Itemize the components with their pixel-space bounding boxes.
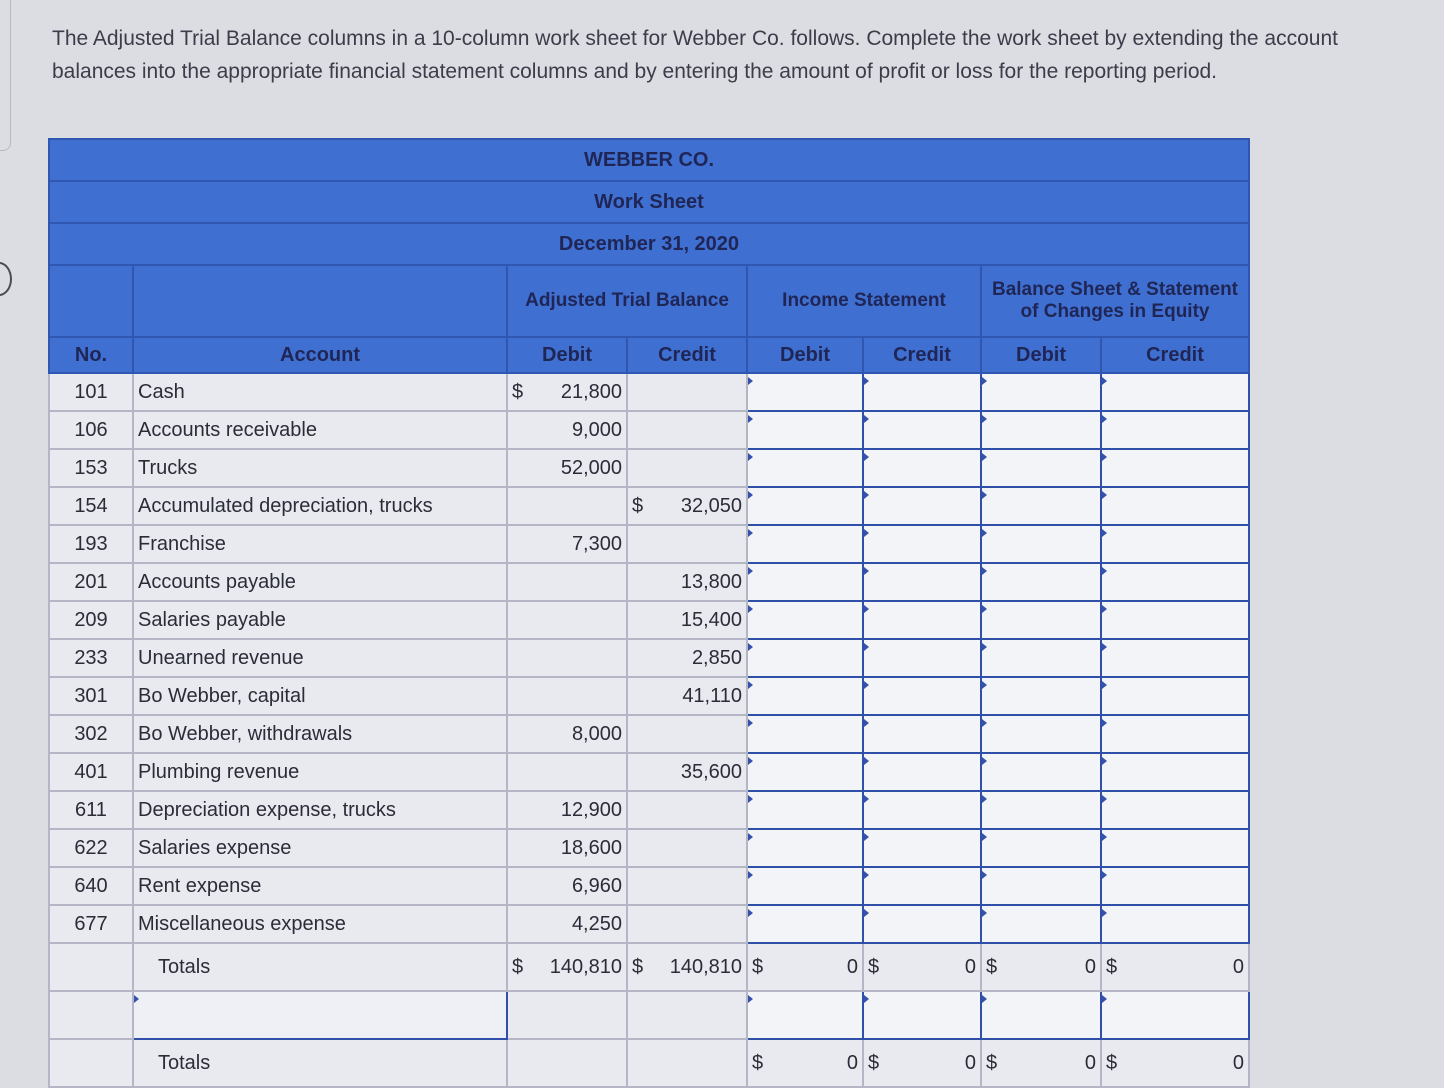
is-credit-input[interactable] xyxy=(863,449,981,487)
is-total-debit-cell xyxy=(747,943,863,991)
atb-debit-value: 21,800 xyxy=(560,380,622,403)
is-debit-input[interactable] xyxy=(747,487,863,525)
col-is-credit: Credit xyxy=(863,337,981,373)
bs-debit-input[interactable] xyxy=(981,487,1101,525)
bs-credit-input[interactable] xyxy=(1101,601,1249,639)
is-total-credit-value: 0 xyxy=(964,955,976,978)
totals-row xyxy=(49,943,1249,991)
atb-debit-value: 52,000 xyxy=(560,456,622,479)
bs-debit-input[interactable] xyxy=(981,411,1101,449)
bs-credit-input[interactable] xyxy=(1101,411,1249,449)
account-number: 302 xyxy=(74,722,108,745)
group-income-statement: Income Statement xyxy=(747,265,981,337)
atb-debit-cell xyxy=(507,449,627,487)
table-row xyxy=(49,563,1249,601)
table-row xyxy=(49,639,1249,677)
atb-credit-cell xyxy=(627,373,747,411)
is-total-debit-value: 0 xyxy=(846,955,858,978)
pl-is-credit-input[interactable] xyxy=(863,991,981,1039)
atb-credit-cell xyxy=(627,791,747,829)
atb-debit-value: 4,250 xyxy=(571,912,622,935)
is-debit-input[interactable] xyxy=(747,905,863,943)
account-number: 611 xyxy=(75,798,107,821)
profit-loss-label-select[interactable] xyxy=(133,991,507,1039)
table-row xyxy=(49,753,1249,791)
account-name: Accounts payable xyxy=(138,570,296,593)
side-bracket-icon xyxy=(0,262,12,296)
is-total-debit-currency: $ xyxy=(752,955,764,978)
account-name-cell xyxy=(133,411,507,449)
atb-debit-cell xyxy=(507,677,627,715)
sheet-title: Work Sheet xyxy=(49,181,1249,223)
atb-total-credit-currency: $ xyxy=(632,955,644,978)
page-edge xyxy=(0,0,11,151)
atb-debit-cell xyxy=(507,487,627,525)
atb-credit-value: 41,110 xyxy=(682,684,742,707)
empty-cell xyxy=(507,1039,627,1087)
atb-credit-cell xyxy=(627,601,747,639)
is-credit-input[interactable] xyxy=(863,639,981,677)
account-number: 101 xyxy=(74,380,108,403)
bs-debit-input[interactable] xyxy=(981,639,1101,677)
atb-credit-cell xyxy=(627,563,747,601)
atb-total-debit-currency: $ xyxy=(512,955,524,978)
bs-credit-input[interactable] xyxy=(1101,563,1249,601)
account-number-cell xyxy=(49,373,133,411)
is-credit-input[interactable] xyxy=(863,753,981,791)
sheet-date: December 31, 2020 xyxy=(49,223,1249,265)
table-row xyxy=(49,449,1249,487)
pl-is-debit-input[interactable] xyxy=(747,991,863,1039)
atb-credit-value: 32,050 xyxy=(680,494,742,517)
atb-credit-cell xyxy=(627,753,747,791)
atb-credit-cell xyxy=(627,905,747,943)
atb-debit-cell xyxy=(507,563,627,601)
bs-total-debit-cell xyxy=(981,943,1101,991)
empty-header-cell xyxy=(49,265,133,337)
bs-total-credit-cell xyxy=(1101,943,1249,991)
atb-debit-cell xyxy=(507,639,627,677)
bs-total-debit-value: 0 xyxy=(1084,955,1096,978)
empty-cell xyxy=(49,991,133,1039)
bs-credit-input[interactable] xyxy=(1101,867,1249,905)
account-name: Bo Webber, capital xyxy=(138,684,306,707)
bs-debit-input[interactable] xyxy=(981,563,1101,601)
atb-credit-cell xyxy=(627,449,747,487)
account-name: Cash xyxy=(138,380,185,403)
atb-credit-value: 2,850 xyxy=(691,646,742,669)
atb-debit-cell xyxy=(507,525,627,563)
is-total-credit-cell xyxy=(863,1039,981,1087)
account-name-cell xyxy=(133,677,507,715)
account-name-cell xyxy=(133,715,507,753)
is-credit-input[interactable] xyxy=(863,601,981,639)
atb-debit-cell xyxy=(507,829,627,867)
account-name-cell xyxy=(133,639,507,677)
is-credit-input[interactable] xyxy=(863,791,981,829)
atb-debit-cell xyxy=(507,867,627,905)
account-name: Accumulated depreciation, trucks xyxy=(138,494,433,517)
atb-debit-value: 9,000 xyxy=(571,418,622,441)
bs-total-credit-currency: $ xyxy=(1106,955,1118,978)
is-total-debit-cell xyxy=(747,1039,863,1087)
bs-debit-input[interactable] xyxy=(981,449,1101,487)
account-name-cell xyxy=(133,563,507,601)
atb-debit-cell xyxy=(507,373,627,411)
account-number-cell xyxy=(49,601,133,639)
account-name-cell xyxy=(133,905,507,943)
is-total-debit-currency: $ xyxy=(752,1051,764,1074)
atb-debit-value: 7,300 xyxy=(571,532,622,555)
atb-credit-cell xyxy=(627,715,747,753)
account-name: Trucks xyxy=(138,456,198,479)
bs-debit-input[interactable] xyxy=(981,753,1101,791)
account-number: 622 xyxy=(74,836,108,859)
totals-label: Totals xyxy=(158,955,211,978)
atb-debit-value: 6,960 xyxy=(571,874,622,897)
account-name: Salaries expense xyxy=(138,836,292,859)
is-debit-input[interactable] xyxy=(747,791,863,829)
account-name: Bo Webber, withdrawals xyxy=(138,722,353,745)
account-number-cell xyxy=(49,715,133,753)
pl-bs-debit-input[interactable] xyxy=(981,991,1101,1039)
account-number: 193 xyxy=(74,532,108,555)
bs-credit-input[interactable] xyxy=(1101,905,1249,943)
bs-debit-input[interactable] xyxy=(981,867,1101,905)
empty-header-cell xyxy=(133,265,507,337)
account-name-cell xyxy=(133,525,507,563)
bs-credit-input[interactable] xyxy=(1101,753,1249,791)
empty-cell xyxy=(49,943,133,991)
atb-debit-cell xyxy=(507,791,627,829)
work-sheet-table xyxy=(48,138,1250,1088)
account-number: 301 xyxy=(74,684,108,707)
atb-total-debit-cell xyxy=(507,943,627,991)
account-number-cell xyxy=(49,791,133,829)
atb-debit-cell xyxy=(507,601,627,639)
account-number-cell xyxy=(49,487,133,525)
bs-total-credit-value: 0 xyxy=(1232,955,1244,978)
is-debit-input[interactable] xyxy=(747,715,863,753)
account-number-cell xyxy=(49,449,133,487)
col-atb-credit: Credit xyxy=(627,337,747,373)
company-name: WEBBER CO. xyxy=(49,139,1249,181)
atb-credit-cell xyxy=(627,487,747,525)
is-credit-input[interactable] xyxy=(863,525,981,563)
col-account: Account xyxy=(133,337,507,373)
work-sheet xyxy=(48,138,1248,1074)
bs-total-debit-currency: $ xyxy=(986,1051,998,1074)
table-row xyxy=(49,715,1249,753)
bs-credit-input[interactable] xyxy=(1101,639,1249,677)
account-number: 209 xyxy=(74,608,108,631)
account-number-cell xyxy=(49,867,133,905)
bs-credit-input[interactable] xyxy=(1101,525,1249,563)
bs-debit-input[interactable] xyxy=(981,715,1101,753)
atb-credit-cell xyxy=(627,639,747,677)
account-name-cell xyxy=(133,449,507,487)
bs-total-credit-value: 0 xyxy=(1232,1051,1244,1074)
account-name: Unearned revenue xyxy=(138,646,304,669)
table-row xyxy=(49,411,1249,449)
pl-bs-credit-input[interactable] xyxy=(1101,991,1249,1039)
bs-credit-input[interactable] xyxy=(1101,829,1249,867)
is-credit-input[interactable] xyxy=(863,411,981,449)
bs-total-debit-cell xyxy=(981,1039,1101,1087)
atb-debit-cell xyxy=(507,411,627,449)
table-row xyxy=(49,525,1249,563)
bs-credit-input[interactable] xyxy=(1101,487,1249,525)
empty-cell xyxy=(507,991,627,1039)
bs-debit-input[interactable] xyxy=(981,525,1101,563)
account-name: Depreciation expense, trucks xyxy=(138,798,396,821)
is-debit-input[interactable] xyxy=(747,639,863,677)
is-credit-input[interactable] xyxy=(863,373,981,411)
account-number-cell xyxy=(49,411,133,449)
is-total-credit-currency: $ xyxy=(868,1051,880,1074)
bs-total-debit-value: 0 xyxy=(1084,1051,1096,1074)
bs-debit-input[interactable] xyxy=(981,791,1101,829)
is-total-credit-value: 0 xyxy=(964,1051,976,1074)
account-number: 153 xyxy=(74,456,108,479)
account-name-cell xyxy=(133,487,507,525)
bs-debit-input[interactable] xyxy=(981,677,1101,715)
atb-credit-cell xyxy=(627,867,747,905)
atb-debit-value: 8,000 xyxy=(571,722,622,745)
atb-credit-cell xyxy=(627,525,747,563)
col-bs-debit: Debit xyxy=(981,337,1101,373)
is-debit-input[interactable] xyxy=(747,525,863,563)
is-credit-input[interactable] xyxy=(863,487,981,525)
is-total-credit-currency: $ xyxy=(868,955,880,978)
account-number: 677 xyxy=(74,912,108,935)
group-adjusted-trial-balance: Adjusted Trial Balance xyxy=(507,265,747,337)
is-total-credit-cell xyxy=(863,943,981,991)
account-name-cell xyxy=(133,753,507,791)
account-number: 154 xyxy=(74,494,108,517)
atb-credit-cell xyxy=(627,677,747,715)
table-row xyxy=(49,791,1249,829)
empty-cell xyxy=(627,1039,747,1087)
account-number-cell xyxy=(49,753,133,791)
table-row xyxy=(49,677,1249,715)
table-row xyxy=(49,905,1249,943)
table-row xyxy=(49,601,1249,639)
empty-cell xyxy=(49,1039,133,1087)
table-row xyxy=(49,487,1249,525)
account-number-cell xyxy=(49,563,133,601)
account-number-cell xyxy=(49,905,133,943)
atb-credit-value: 15,400 xyxy=(680,608,742,631)
bs-debit-input[interactable] xyxy=(981,905,1101,943)
account-name: Franchise xyxy=(138,532,226,555)
bs-debit-input[interactable] xyxy=(981,373,1101,411)
group-balance-sheet: Balance Sheet & Statement of Changes in Equity xyxy=(981,265,1249,337)
table-row xyxy=(49,867,1249,905)
atb-credit-value: 13,800 xyxy=(680,570,742,593)
table-row xyxy=(49,373,1249,411)
col-no: No. xyxy=(49,337,133,373)
instructions-text: The Adjusted Trial Balance columns in a 10-column work sheet for Webber Co. follows. Complete the work sheet by extending the account balances into the appropriate financial statement columns and by entering the amount of profit or loss for the reporting period. xyxy=(52,27,1338,83)
is-debit-input[interactable] xyxy=(747,867,863,905)
col-is-debit: Debit xyxy=(747,337,863,373)
is-debit-input[interactable] xyxy=(747,563,863,601)
profit-loss-row xyxy=(49,991,1249,1039)
bs-credit-input[interactable] xyxy=(1101,715,1249,753)
is-credit-input[interactable] xyxy=(863,867,981,905)
is-credit-input[interactable] xyxy=(863,905,981,943)
is-debit-input[interactable] xyxy=(747,411,863,449)
is-total-debit-value: 0 xyxy=(846,1051,858,1074)
is-credit-input[interactable] xyxy=(863,563,981,601)
atb-debit-currency: $ xyxy=(512,380,524,403)
is-debit-input[interactable] xyxy=(747,677,863,715)
account-number: 640 xyxy=(74,874,108,897)
bs-total-debit-currency: $ xyxy=(986,955,998,978)
atb-debit-cell xyxy=(507,905,627,943)
bs-credit-input[interactable] xyxy=(1101,791,1249,829)
account-name-cell xyxy=(133,373,507,411)
atb-total-credit-cell xyxy=(627,943,747,991)
totals-label: Totals xyxy=(158,1051,211,1074)
is-credit-input[interactable] xyxy=(863,829,981,867)
bs-debit-input[interactable] xyxy=(981,829,1101,867)
account-number-cell xyxy=(49,677,133,715)
account-name: Accounts receivable xyxy=(138,418,317,441)
account-number-cell xyxy=(49,525,133,563)
account-number: 201 xyxy=(74,570,108,593)
account-number: 401 xyxy=(74,760,108,783)
bs-debit-input[interactable] xyxy=(981,601,1101,639)
account-name-cell xyxy=(133,867,507,905)
atb-credit-currency: $ xyxy=(632,494,644,517)
is-debit-input[interactable] xyxy=(747,829,863,867)
is-debit-input[interactable] xyxy=(747,449,863,487)
atb-debit-cell xyxy=(507,753,627,791)
bs-credit-input[interactable] xyxy=(1101,449,1249,487)
account-name: Miscellaneous expense xyxy=(138,912,346,935)
atb-debit-value: 12,900 xyxy=(560,798,622,821)
account-name-cell xyxy=(133,791,507,829)
bs-total-credit-cell xyxy=(1101,1039,1249,1087)
atb-debit-value: 18,600 xyxy=(560,836,622,859)
is-debit-input[interactable] xyxy=(747,373,863,411)
bs-total-credit-currency: $ xyxy=(1106,1051,1118,1074)
account-number-cell xyxy=(49,829,133,867)
col-atb-debit: Debit xyxy=(507,337,627,373)
is-credit-input[interactable] xyxy=(863,677,981,715)
totals-label-cell xyxy=(133,943,507,991)
is-debit-input[interactable] xyxy=(747,601,863,639)
account-number: 233 xyxy=(74,646,108,669)
account-name: Salaries payable xyxy=(138,608,286,631)
is-credit-input[interactable] xyxy=(863,715,981,753)
atb-total-debit-value: 140,810 xyxy=(549,955,622,978)
table-row xyxy=(49,829,1249,867)
is-debit-input[interactable] xyxy=(747,753,863,791)
totals-label-cell xyxy=(133,1039,507,1087)
atb-debit-cell xyxy=(507,715,627,753)
col-bs-credit: Credit xyxy=(1101,337,1249,373)
account-name-cell xyxy=(133,601,507,639)
account-name-cell xyxy=(133,829,507,867)
account-number-cell xyxy=(49,639,133,677)
atb-credit-cell xyxy=(627,829,747,867)
final-totals-row xyxy=(49,1039,1249,1087)
bs-credit-input[interactable] xyxy=(1101,677,1249,715)
account-name: Plumbing revenue xyxy=(138,760,300,783)
account-name: Rent expense xyxy=(138,874,262,897)
bs-credit-input[interactable] xyxy=(1101,373,1249,411)
atb-credit-value: 35,600 xyxy=(680,760,742,783)
atb-credit-cell xyxy=(627,411,747,449)
empty-cell xyxy=(627,991,747,1039)
atb-total-credit-value: 140,810 xyxy=(669,955,742,978)
account-number: 106 xyxy=(74,418,108,441)
